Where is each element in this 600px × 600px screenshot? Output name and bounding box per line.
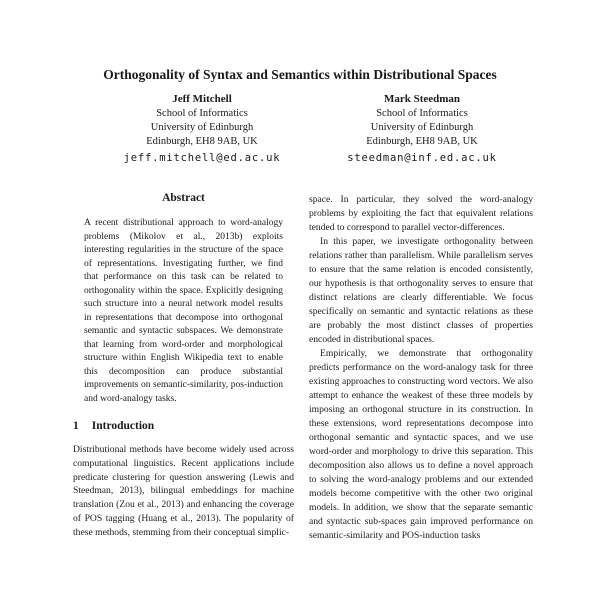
author-affiliation-line: School of Informatics (156, 108, 248, 119)
author-affiliation-line: University of Edinburgh (150, 122, 254, 133)
right-column-paragraph-3: Empirically, we demonstrate that orthogonality predicts performance on the word-analogy task for three existing approaches to constructing word vectors. We also attempt to enhance the weakest of these three models by imposing an orthogonal structure in its construction. In these extensions, word representations decompose into orthogonal semantic and syntactic spaces, and we use word-order and morphology to drive this separation. This decomposition also allows us to define a novel approach to solving the word-analogy problems and our extended models become competitive with the other two original models. In addition, we show that the separate semantic and syntactic sub-spaces gain improved performance on semantic-similarity and POS-induction tasks (309, 348, 533, 541)
author-affiliation-line: Edinburgh, EH8 9AB, UK (366, 136, 478, 147)
abstract-text: A recent distributional approach to word-analogy problems (Mikolov et al., 2013b) exploits interesting regularities in the structure of the space of representations. Investigating further, we find that performance on this task can be related to orthogonality within the space. Explicitly designing such structure into a neural network model results in representations that decompose into orthogonal semantic and syntactic subspaces. We demonstrate that learning from word-order and morphological structure within English Wikipedia text to enable this decomposition can produce substantial improvements on semantic-similarity, pos-induction and word-analogy tasks. (84, 218, 283, 404)
author-block-jeff-mitchell (92, 92, 312, 166)
author-name: Jeff Mitchell (172, 93, 232, 105)
section-number: 1 (73, 420, 79, 432)
right-column-paragraph-2: In this paper, we investigate orthogonality between relations rather than parallelism. While parallelism serves to ensure that the same relation is encoded consistently, our hypothesis is that orthogonality serves to ensure that distinct relations are clearly differentiable. We focus specifically on semantic and syntactic relations as these are probably the most distinct classes of properties encoded in distributional spaces. (309, 236, 533, 345)
right-column (309, 193, 533, 543)
author-block-mark-steedman (312, 92, 532, 166)
author-affiliation-line: Edinburgh, EH8 9AB, UK (146, 136, 258, 147)
authors-row (92, 92, 532, 166)
author-name: Mark Steedman (383, 93, 461, 105)
author-affiliation-line: University of Edinburgh (370, 122, 474, 133)
right-column-paragraph-1: space. In particular, they solved the word-analogy problems by exploiting the fact that equivalent relations tended to correspond to parallel vector-differences. (309, 194, 533, 233)
abstract-heading: Abstract (162, 192, 205, 204)
paper-title: Orthogonality of Syntax and Semantics within Distributional Spaces (103, 67, 497, 83)
author-affiliation-line: School of Informatics (376, 108, 468, 119)
section-heading-introduction (73, 420, 294, 432)
introduction-paragraph: Distributional methods have become widely used across computational linguistics. Recent applications include predicate clustering for question answering (Lewis and Steedman, 2013), bilingual embeddings for machine translation (Zou et al., 2013) and enhancing the coverage of POS tagging (Huang et al., 2013). The popularity of these methods, stemming from their conceptual simplic- (73, 444, 294, 538)
author-email: steedman@inf.ed.ac.uk (347, 152, 497, 164)
left-column (73, 192, 294, 540)
section-title: Introduction (91, 420, 155, 432)
author-email: jeff.mitchell@ed.ac.uk (123, 152, 281, 164)
